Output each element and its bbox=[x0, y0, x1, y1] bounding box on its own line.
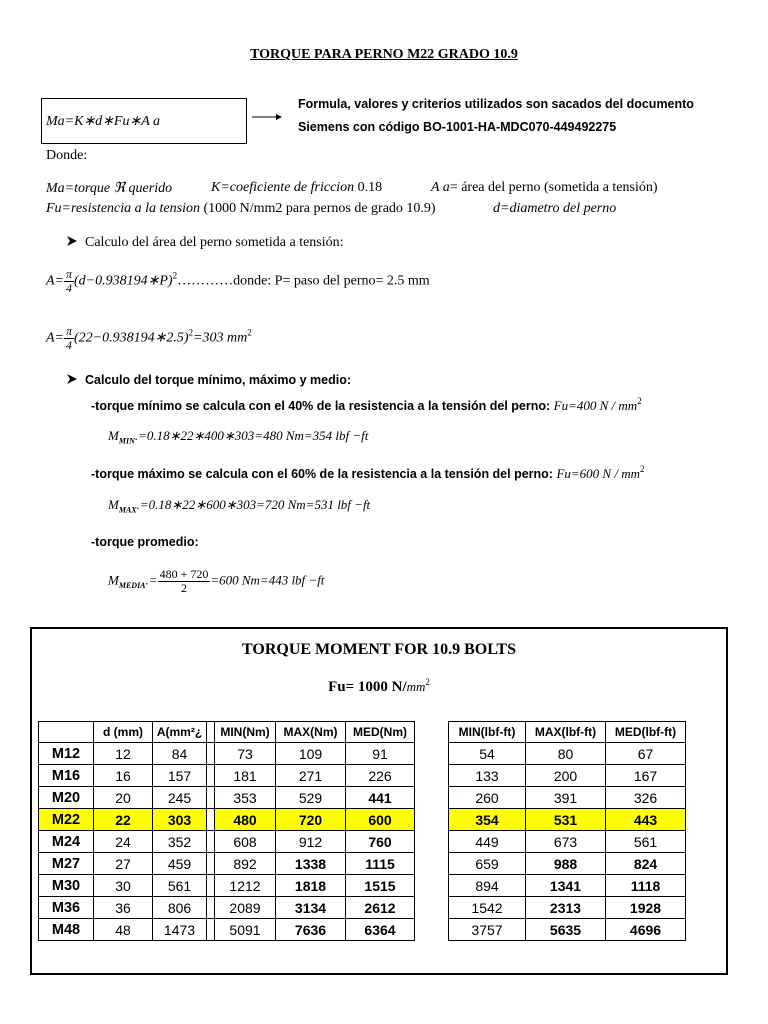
value-cell: 157 bbox=[153, 765, 207, 787]
value-cell: 1473 bbox=[153, 919, 207, 941]
torque-min-fu-exp: 2 bbox=[637, 396, 642, 406]
table-header-row bbox=[39, 722, 415, 743]
table-row bbox=[39, 765, 415, 787]
spacer-cell bbox=[207, 787, 215, 809]
eq2-frac-den: 4 bbox=[66, 338, 72, 352]
value-cell: 912 bbox=[276, 831, 346, 853]
area-equation-numeric bbox=[46, 325, 252, 352]
table-row bbox=[39, 853, 415, 875]
value-cell: 22 bbox=[94, 809, 153, 831]
eq1-lhs: A= bbox=[46, 273, 64, 289]
column-header: MED(lbf-ft) bbox=[606, 722, 686, 743]
max-eq-m: M bbox=[108, 497, 119, 512]
value-cell: 12 bbox=[94, 743, 153, 765]
header-spacer bbox=[207, 722, 215, 743]
panel-subtitle-unit: mm bbox=[406, 679, 426, 694]
value-cell: 806 bbox=[153, 897, 207, 919]
arrow-bullet-icon bbox=[67, 374, 77, 384]
torque-avg-text: -torque promedio: bbox=[91, 535, 199, 549]
torque-max-text bbox=[91, 464, 645, 482]
document-code: BO-1001-HA-MDC070-449492275 bbox=[423, 120, 617, 134]
value-cell: 54 bbox=[449, 743, 526, 765]
torque-lbf-table bbox=[448, 721, 686, 941]
column-header: A(mm²¿ bbox=[153, 722, 207, 743]
bolt-size-cell: M24 bbox=[39, 831, 94, 853]
value-cell: 480 bbox=[215, 809, 276, 831]
bolt-size-cell: M27 bbox=[39, 853, 94, 875]
value-cell: 5091 bbox=[215, 919, 276, 941]
panel-title: TORQUE MOMENT FOR 10.9 BOLTS bbox=[242, 641, 516, 658]
definition-aa bbox=[431, 180, 658, 196]
table-row bbox=[39, 787, 415, 809]
value-cell: 181 bbox=[215, 765, 276, 787]
eq2-body: (22−0.938194∗2.5) bbox=[74, 330, 189, 346]
value-cell: 16 bbox=[94, 765, 153, 787]
value-cell: 67 bbox=[606, 743, 686, 765]
value-cell: 133 bbox=[449, 765, 526, 787]
value-cell: 80 bbox=[526, 743, 606, 765]
value-cell: 2313 bbox=[526, 897, 606, 919]
avg-eq-mid: .= bbox=[145, 572, 158, 588]
definition-aa-symbol: A a bbox=[431, 180, 450, 195]
arrow-icon bbox=[252, 112, 282, 122]
torque-max-equation bbox=[108, 497, 370, 515]
bolt-size-cell: M12 bbox=[39, 743, 94, 765]
table-row bbox=[449, 875, 686, 897]
value-cell: 892 bbox=[215, 853, 276, 875]
value-cell: 3757 bbox=[449, 919, 526, 941]
column-header: MED(Nm) bbox=[346, 722, 415, 743]
value-cell: 1341 bbox=[526, 875, 606, 897]
table-row bbox=[39, 919, 415, 941]
avg-frac-den: 2 bbox=[180, 581, 187, 595]
bolt-size-cell: M30 bbox=[39, 875, 94, 897]
page-title: TORQUE PARA PERNO M22 GRADO 10.9 bbox=[250, 47, 518, 62]
value-cell: 1928 bbox=[606, 897, 686, 919]
value-cell: 20 bbox=[94, 787, 153, 809]
avg-eq-sub: MEDIA bbox=[118, 581, 146, 591]
table-row bbox=[449, 765, 686, 787]
panel-subtitle-fu: Fu= 1000 N/ bbox=[328, 679, 407, 695]
torque-heading bbox=[67, 373, 351, 387]
value-cell: 608 bbox=[215, 831, 276, 853]
value-cell: 36 bbox=[94, 897, 153, 919]
min-eq-m: M bbox=[108, 428, 119, 443]
column-header: MAX(Nm) bbox=[276, 722, 346, 743]
value-cell: 353 bbox=[215, 787, 276, 809]
value-cell: 226 bbox=[346, 765, 415, 787]
eq2-exp: 2 bbox=[188, 327, 194, 338]
bolt-size-cell: M20 bbox=[39, 787, 94, 809]
value-cell: 443 bbox=[606, 809, 686, 831]
column-header: MAX(lbf-ft) bbox=[526, 722, 606, 743]
area-equation-general bbox=[46, 268, 430, 295]
max-eq-rest: .=0.18∗22∗600∗303=720 Nm=531 lbf −ft bbox=[136, 497, 371, 512]
value-cell: 245 bbox=[153, 787, 207, 809]
value-cell: 260 bbox=[449, 787, 526, 809]
table-row bbox=[449, 919, 686, 941]
max-eq-sub: MAX bbox=[118, 505, 137, 515]
min-eq-sub: MIN bbox=[118, 436, 135, 446]
value-cell: 673 bbox=[526, 831, 606, 853]
eq1-tail: donde: P= paso del perno= 2.5 mm bbox=[233, 273, 430, 289]
value-cell: 760 bbox=[346, 831, 415, 853]
avg-eq-rest: =600 Nm=443 lbf −ft bbox=[210, 572, 325, 588]
column-header: MIN(lbf-ft) bbox=[449, 722, 526, 743]
value-cell: 5635 bbox=[526, 919, 606, 941]
eq2-frac-num: π bbox=[66, 324, 73, 338]
torque-heading-text: Calculo del torque mínimo, máximo y medio: bbox=[85, 373, 352, 387]
column-header: MIN(Nm) bbox=[215, 722, 276, 743]
header-blank bbox=[39, 722, 94, 743]
formula-note-lead: Siemens con código bbox=[298, 120, 420, 134]
table-row bbox=[39, 831, 415, 853]
spacer-cell bbox=[207, 765, 215, 787]
bolt-size-cell: M48 bbox=[39, 919, 94, 941]
table-row bbox=[39, 743, 415, 765]
value-cell: 84 bbox=[153, 743, 207, 765]
avg-fraction bbox=[158, 568, 211, 595]
eq2-result: =303 mm bbox=[193, 330, 248, 346]
value-cell: 824 bbox=[606, 853, 686, 875]
value-cell: 391 bbox=[526, 787, 606, 809]
value-cell: 1212 bbox=[215, 875, 276, 897]
main-formula: Ma=K∗d∗Fu∗A a bbox=[46, 114, 160, 129]
definition-k-formula: K=coeficiente de friccion bbox=[211, 180, 355, 195]
value-cell: 73 bbox=[215, 743, 276, 765]
value-cell: 531 bbox=[526, 809, 606, 831]
arrow-bullet-icon bbox=[67, 236, 77, 246]
value-cell: 529 bbox=[276, 787, 346, 809]
definition-d: d=diametro del perno bbox=[493, 201, 617, 216]
value-cell: 1338 bbox=[276, 853, 346, 875]
spacer-cell bbox=[207, 743, 215, 765]
value-cell: 3134 bbox=[276, 897, 346, 919]
value-cell: 354 bbox=[449, 809, 526, 831]
table-row bbox=[449, 897, 686, 919]
table-row bbox=[449, 853, 686, 875]
table-row bbox=[449, 743, 686, 765]
bolt-size-cell: M22 bbox=[39, 809, 94, 831]
value-cell: 303 bbox=[153, 809, 207, 831]
value-cell: 48 bbox=[94, 919, 153, 941]
column-header: d (mm) bbox=[94, 722, 153, 743]
bolt-size-cell: M16 bbox=[39, 765, 94, 787]
table-row bbox=[39, 875, 415, 897]
value-cell: 659 bbox=[449, 853, 526, 875]
definition-fu-formula: Fu=resistencia a la tension bbox=[46, 201, 200, 216]
value-cell: 441 bbox=[346, 787, 415, 809]
eq1-exp: 2 bbox=[172, 270, 178, 281]
value-cell: 600 bbox=[346, 809, 415, 831]
value-cell: 459 bbox=[153, 853, 207, 875]
value-cell: 91 bbox=[346, 743, 415, 765]
value-cell: 109 bbox=[276, 743, 346, 765]
formula-note-line1: Formula, valores y criterios utilizados son sacados del documento bbox=[298, 97, 694, 111]
torque-max-desc: -torque máximo se calcula con el 60% de la resistencia a la tensión del perno: bbox=[91, 467, 553, 481]
avg-eq-m: M bbox=[108, 572, 119, 588]
table-row bbox=[39, 809, 415, 831]
torque-max-fu: Fu=600 N / mm bbox=[556, 466, 640, 481]
value-cell: 7636 bbox=[276, 919, 346, 941]
definition-ma-formula: Ma=torque ℜ querido bbox=[46, 181, 173, 196]
value-cell: 6364 bbox=[346, 919, 415, 941]
value-cell: 167 bbox=[606, 765, 686, 787]
definition-ma bbox=[46, 180, 172, 197]
formula-note-line2 bbox=[298, 120, 616, 134]
spacer-cell bbox=[207, 853, 215, 875]
table-row bbox=[449, 787, 686, 809]
spacer-cell bbox=[207, 897, 215, 919]
table-row bbox=[39, 897, 415, 919]
eq1-frac-den: 4 bbox=[66, 281, 72, 295]
value-cell: 894 bbox=[449, 875, 526, 897]
value-cell: 1818 bbox=[276, 875, 346, 897]
table-row bbox=[449, 831, 686, 853]
definition-fu bbox=[46, 201, 436, 217]
value-cell: 2612 bbox=[346, 897, 415, 919]
torque-min-desc: -torque mínimo se calcula con el 40% de la resistencia a la tensión del perno: bbox=[91, 399, 551, 413]
area-heading-text: Calculo del área del perno sometida a tensión: bbox=[85, 235, 344, 250]
value-cell: 1118 bbox=[606, 875, 686, 897]
min-eq-rest: .=0.18∗22∗400∗303=480 Nm=354 lbf −ft bbox=[134, 428, 369, 443]
spacer-cell bbox=[207, 875, 215, 897]
eq1-dots: ………… bbox=[177, 273, 234, 289]
definition-k bbox=[211, 180, 382, 196]
torque-max-fu-exp: 2 bbox=[640, 464, 645, 474]
eq1-frac-num: π bbox=[66, 267, 73, 281]
value-cell: 4696 bbox=[606, 919, 686, 941]
value-cell: 988 bbox=[526, 853, 606, 875]
eq2-result-exp: 2 bbox=[247, 327, 252, 338]
spacer-cell bbox=[207, 919, 215, 941]
avg-frac-num: 480 + 720 bbox=[159, 567, 209, 581]
value-cell: 1515 bbox=[346, 875, 415, 897]
value-cell: 352 bbox=[153, 831, 207, 853]
torque-min-text bbox=[91, 396, 642, 414]
value-cell: 449 bbox=[449, 831, 526, 853]
definition-aa-text: = área del perno (sometida a tensión) bbox=[449, 180, 658, 195]
value-cell: 720 bbox=[276, 809, 346, 831]
value-cell: 2089 bbox=[215, 897, 276, 919]
table-row bbox=[449, 809, 686, 831]
value-cell: 271 bbox=[276, 765, 346, 787]
torque-min-equation bbox=[108, 428, 368, 446]
value-cell: 27 bbox=[94, 853, 153, 875]
definition-k-value: 0.18 bbox=[354, 180, 383, 195]
eq1-fraction bbox=[64, 268, 74, 295]
definition-fu-text: (1000 N/mm2 para pernos de grado 10.9) bbox=[199, 201, 436, 216]
spacer-cell bbox=[207, 809, 215, 831]
torque-min-fu: Fu=400 N / mm bbox=[553, 398, 638, 413]
value-cell: 1115 bbox=[346, 853, 415, 875]
panel-subtitle bbox=[30, 677, 728, 696]
spacer-cell bbox=[207, 831, 215, 853]
value-cell: 561 bbox=[606, 831, 686, 853]
torque-nm-table bbox=[38, 721, 415, 941]
donde-label: Donde: bbox=[46, 148, 88, 163]
table-header-row bbox=[449, 722, 686, 743]
value-cell: 24 bbox=[94, 831, 153, 853]
value-cell: 200 bbox=[526, 765, 606, 787]
eq2-lhs: A= bbox=[46, 330, 64, 346]
value-cell: 561 bbox=[153, 875, 207, 897]
value-cell: 1542 bbox=[449, 897, 526, 919]
torque-avg-equation bbox=[108, 568, 324, 595]
eq1-body: (d−0.938194∗P) bbox=[74, 273, 173, 289]
panel-subtitle-exp: 2 bbox=[425, 677, 430, 687]
bolt-size-cell: M36 bbox=[39, 897, 94, 919]
value-cell: 30 bbox=[94, 875, 153, 897]
area-heading bbox=[67, 235, 344, 251]
eq2-fraction bbox=[64, 325, 74, 352]
value-cell: 326 bbox=[606, 787, 686, 809]
